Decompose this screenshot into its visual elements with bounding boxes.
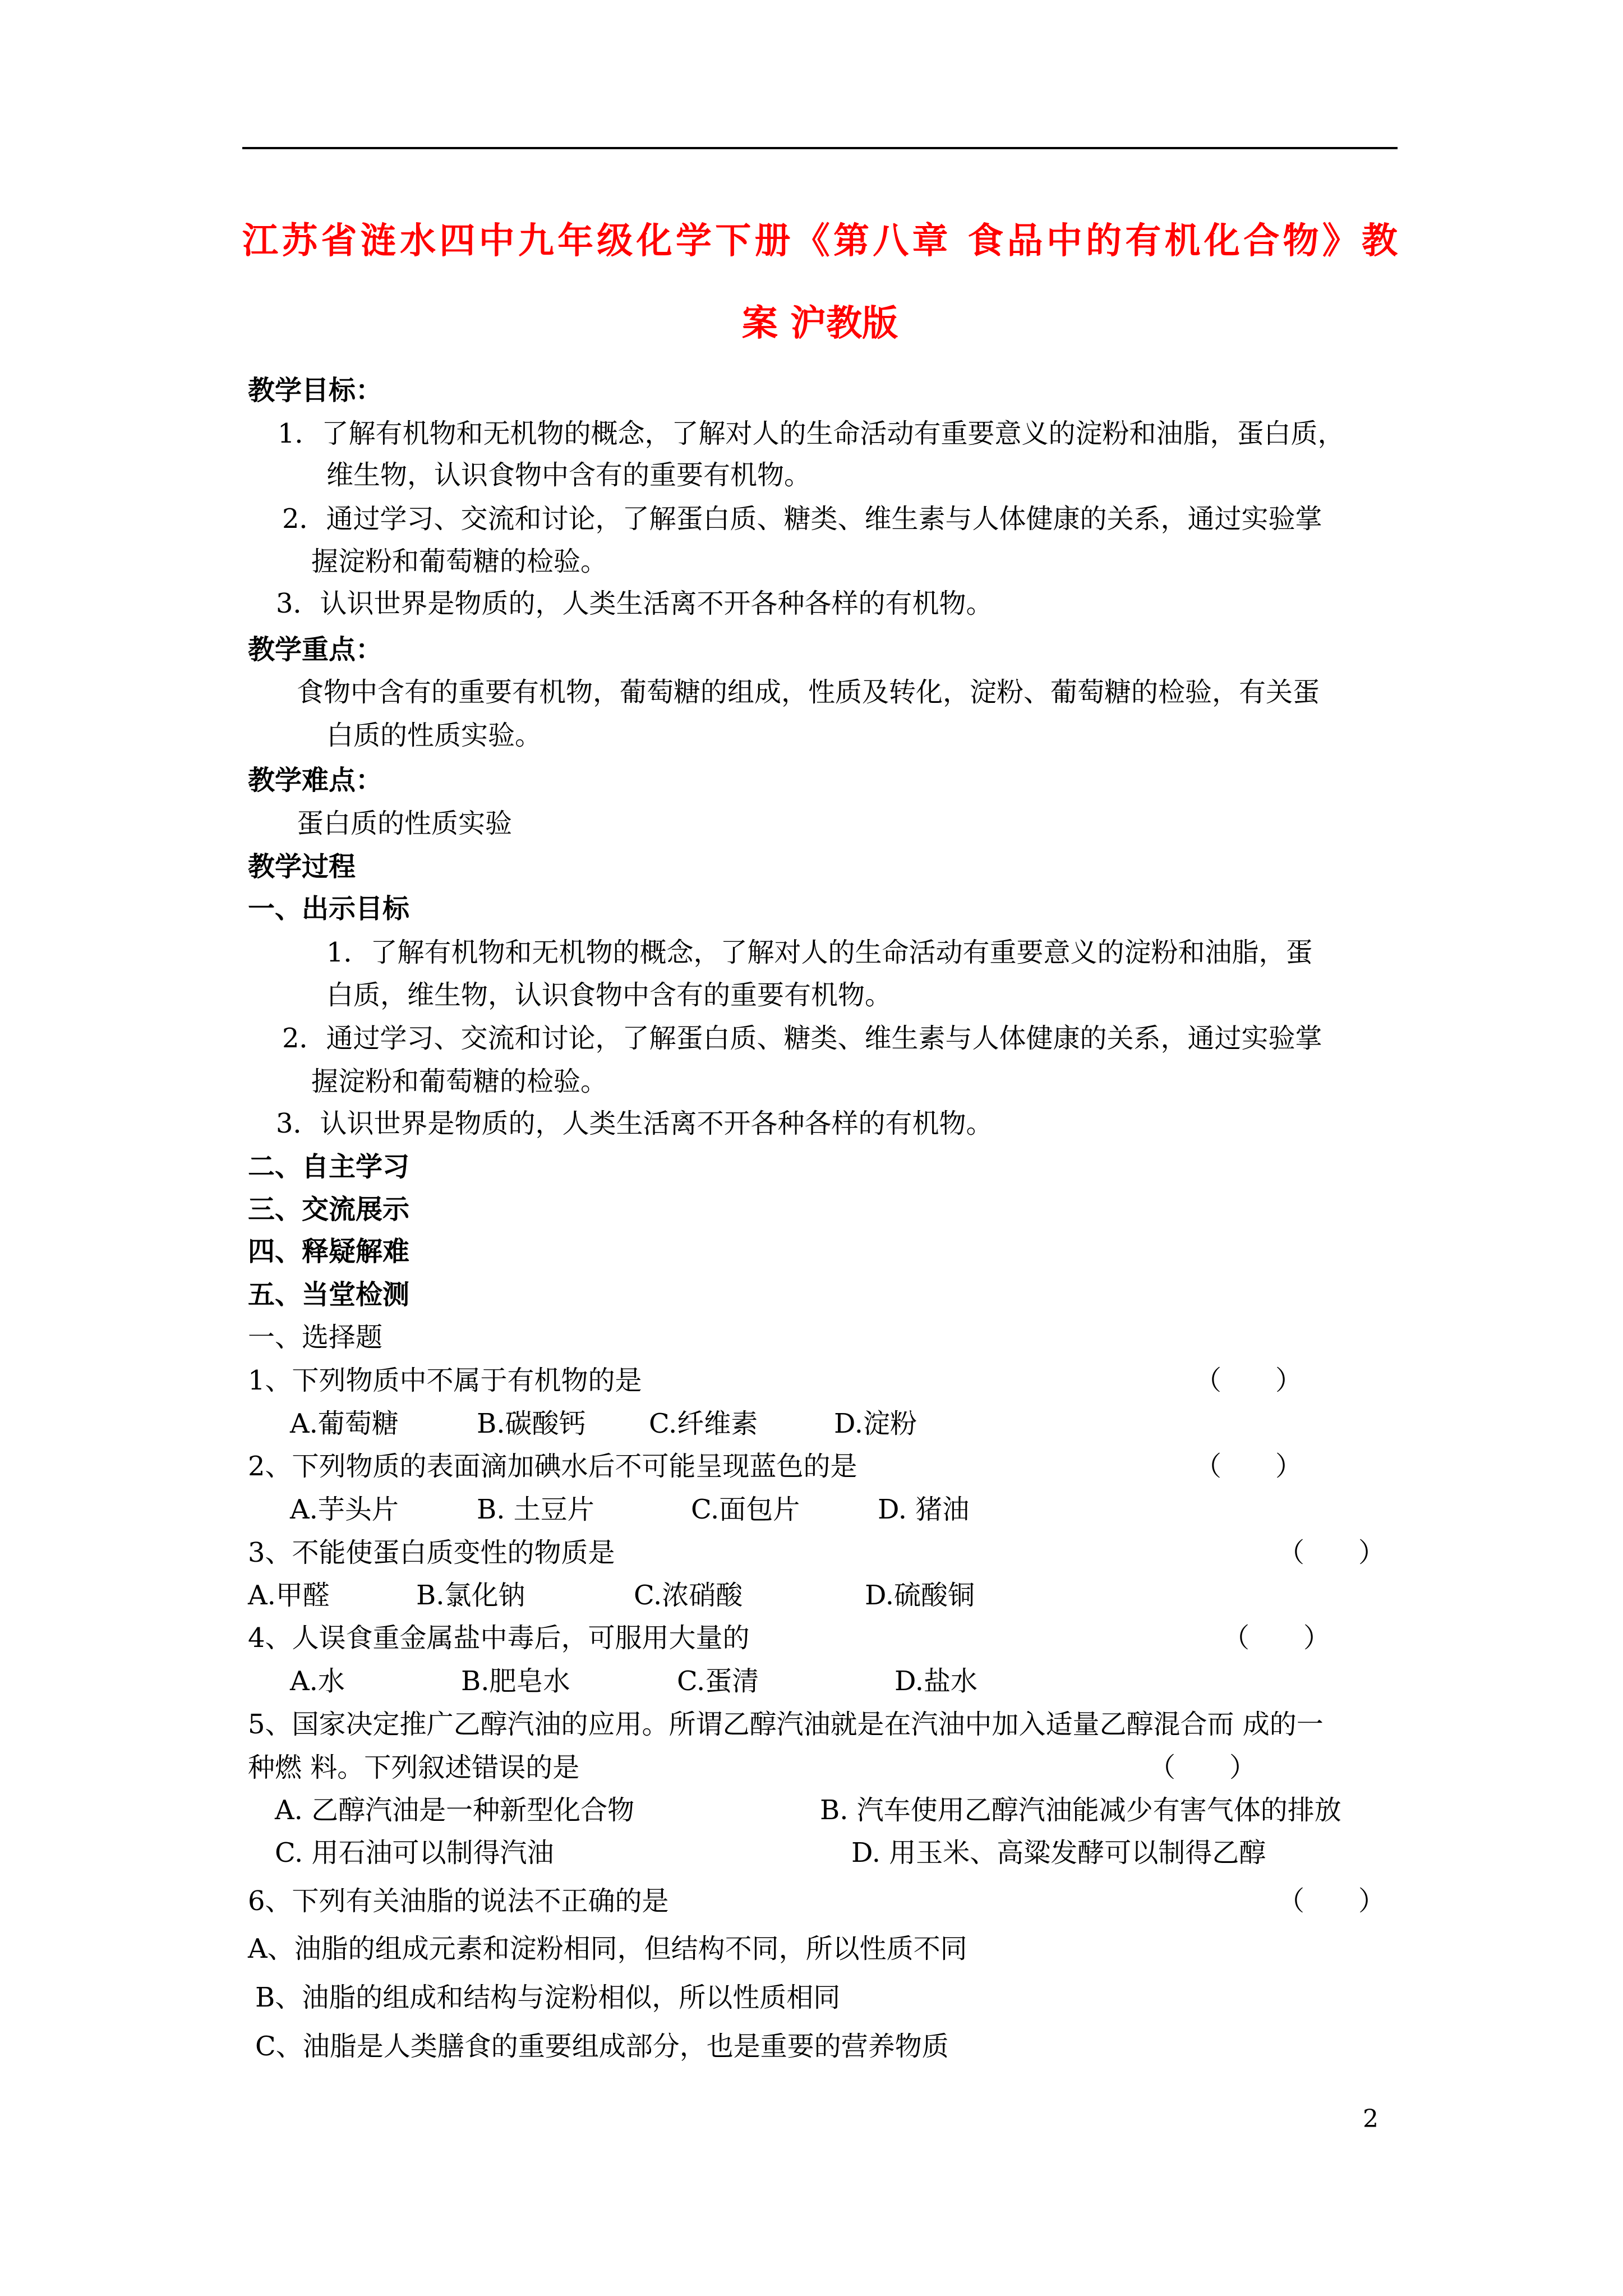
objective-line: 握淀粉和葡萄糖的检验。 — [311, 546, 608, 577]
process-heading: 教学过程 — [248, 851, 356, 882]
option-a: A、油脂的组成元素和淀粉相同，但结构不同，所以性质不同 — [248, 1933, 967, 1964]
option-d: D.盐水 — [895, 1665, 978, 1697]
section1-line: 1．了解有机物和无机物的概念，了解对人的生命活动有重要意义的淀粉和油脂，蛋 — [326, 937, 1313, 968]
section-heading: 一、出示目标 — [248, 893, 410, 924]
page-number: 2 — [1363, 2105, 1378, 2133]
option-c: C、油脂是人类膳食的重要组成部分，也是重要的营养物质 — [255, 2031, 949, 2062]
answer-bracket: （ ） — [1195, 1365, 1303, 1396]
option-b: B.肥皂水 — [461, 1665, 570, 1697]
document-title-line1: 江苏省涟水四中九年级化学下册《第八章 食品中的有机化合物》教 — [242, 220, 1398, 262]
section1-line: 3．认识世界是物质的，人类生活离不开各种各样的有机物。 — [276, 1108, 993, 1139]
option-b: B.碳酸钙 — [477, 1408, 586, 1439]
option-c: C.蛋清 — [677, 1665, 759, 1697]
option-c: C. 用石油可以制得汽油 — [275, 1837, 554, 1869]
answer-bracket: （ ） — [1278, 1537, 1386, 1568]
question-stem: 6、下列有关油脂的说法不正确的是 — [248, 1885, 669, 1917]
option-a: A.水 — [290, 1665, 345, 1697]
answer-bracket: （ ） — [1149, 1752, 1257, 1783]
option-d: D.硫酸铜 — [865, 1580, 975, 1611]
objectives-heading: 教学目标： — [248, 375, 383, 406]
objective-line: 2．通过学习、交流和讨论，了解蛋白质、糖类、维生素与人体健康的关系，通过实验掌 — [282, 503, 1322, 535]
option-b: B. 土豆片 — [477, 1494, 594, 1525]
section-heading: 四、释疑解难 — [248, 1236, 410, 1267]
question-stem: 1、下列物质中不属于有机物的是 — [248, 1365, 642, 1396]
answer-bracket: （ ） — [1223, 1622, 1331, 1654]
option-c: C.纤维素 — [649, 1408, 758, 1439]
option-d: D. 用玉米、高粱发酵可以制得乙醇 — [851, 1837, 1266, 1869]
question-stem: 种燃 料。下列叙述错误的是 — [248, 1752, 580, 1783]
section1-line: 2．通过学习、交流和讨论，了解蛋白质、糖类、维生素与人体健康的关系，通过实验掌 — [282, 1023, 1322, 1054]
key-points-line: 食物中含有的重要有机物，葡萄糖的组成，性质及转化，淀粉、葡萄糖的检验，有关蛋 — [297, 677, 1320, 708]
option-b: B. 汽车使用乙醇汽油能减少有害气体的排放 — [820, 1795, 1341, 1826]
key-points-line: 白质的性质实验。 — [326, 720, 542, 751]
section1-line: 白质，维生物，认识食物中含有的重要有机物。 — [326, 979, 892, 1011]
option-a: A.芋头片 — [290, 1494, 399, 1525]
difficult-points-heading: 教学难点： — [248, 765, 383, 796]
option-a: A.甲醛 — [248, 1580, 330, 1611]
document-title-line2: 案 沪教版 — [741, 302, 898, 344]
option-a: A.葡萄糖 — [290, 1408, 399, 1439]
choice-heading: 一、选择题 — [248, 1322, 383, 1353]
option-d: D. 猪油 — [878, 1494, 970, 1525]
objective-line: 3．认识世界是物质的，人类生活离不开各种各样的有机物。 — [276, 588, 993, 619]
objective-line: 1．了解有机物和无机物的概念，了解对人的生命活动有重要意义的淀粉和油脂，蛋白质， — [278, 418, 1345, 449]
option-b: B.氯化钠 — [416, 1580, 525, 1611]
section1-line: 握淀粉和葡萄糖的检验。 — [311, 1066, 608, 1097]
answer-bracket: （ ） — [1195, 1451, 1303, 1482]
objective-line: 维生物，认识食物中含有的重要有机物。 — [326, 459, 811, 491]
question-stem: 2、下列物质的表面滴加碘水后不可能呈现蓝色的是 — [248, 1451, 857, 1482]
option-a: A. 乙醇汽油是一种新型化合物 — [275, 1795, 635, 1826]
section-heading: 五、当堂检测 — [248, 1279, 410, 1310]
option-b: B、油脂的组成和结构与淀粉相似，所以性质相同 — [255, 1982, 841, 2013]
question-stem: 5、国家决定推广乙醇汽油的应用。所谓乙醇汽油就是在汽油中加入适量乙醇混合而 成的一 — [248, 1709, 1324, 1740]
section-heading: 二、自主学习 — [248, 1151, 410, 1182]
key-points-heading: 教学重点： — [248, 634, 383, 665]
question-stem: 3、不能使蛋白质变性的物质是 — [248, 1537, 615, 1568]
section-heading: 三、交流展示 — [248, 1194, 410, 1225]
header-rule — [242, 147, 1398, 149]
option-c: C.浓硝酸 — [634, 1580, 743, 1611]
answer-bracket: （ ） — [1278, 1885, 1386, 1917]
question-stem: 4、人误食重金属盐中毒后，可服用大量的 — [248, 1622, 750, 1654]
difficult-point: 蛋白质的性质实验 — [297, 808, 513, 839]
option-c: C.面包片 — [691, 1494, 800, 1525]
option-d: D.淀粉 — [834, 1408, 917, 1439]
